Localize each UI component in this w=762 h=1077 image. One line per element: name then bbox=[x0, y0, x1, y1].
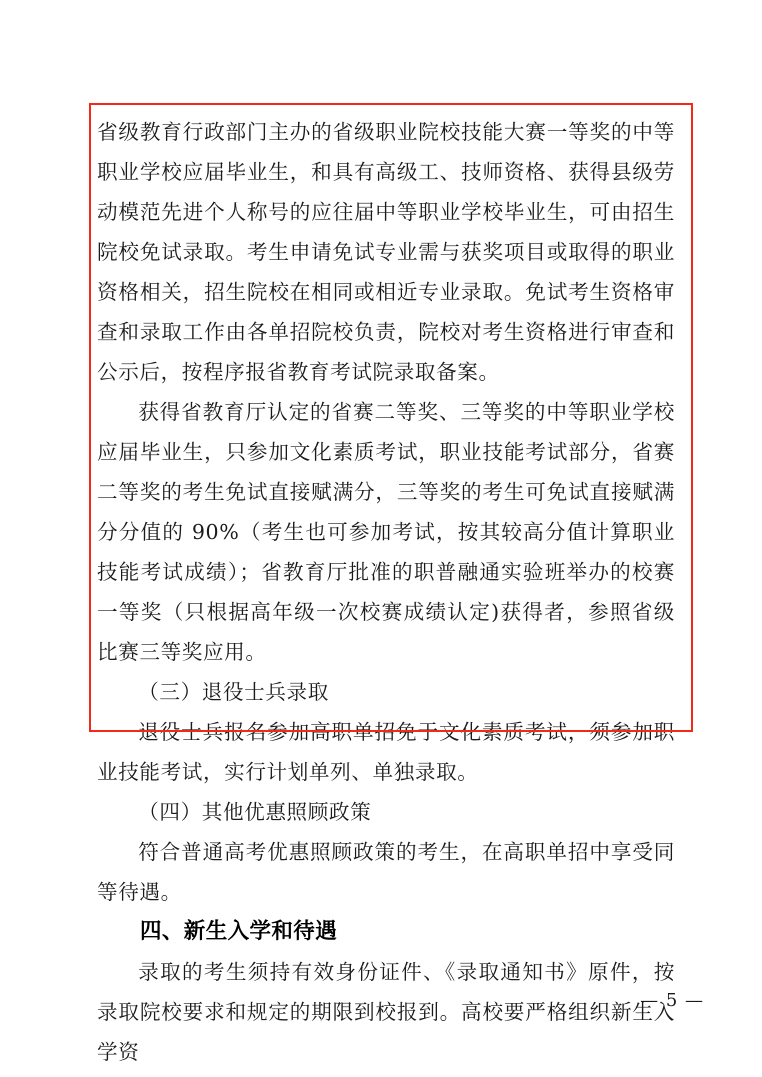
page-number: — 5 — bbox=[640, 990, 704, 1011]
subheading-three-veterans: （三）退役士兵录取 bbox=[138, 680, 329, 704]
paragraph-enrollment-reporting: 录取的考生须持有效身份证件、《录取通知书》原件，按录取院校要求和规定的期限到校报到。高校要严格组织新生入学资 bbox=[97, 960, 675, 1064]
document-body-text bbox=[97, 112, 675, 1072]
paragraph-veterans: 退役士兵报名参加高职单招免于文化素质考试，须参加职业技能考试，实行计划单列、单独录取。 bbox=[97, 720, 675, 784]
paragraph-second-third-prize: 获得省教育厅认定的省赛二等奖、三等奖的中等职业学校应届毕业生，只参加文化素质考试，职业技能考试部分，省赛二等奖的考生免试直接赋满分，三等奖的考生可免试直接赋满分分值的 90%（考生也可参加考试，按其较高分值计算职业技能考试成绩）；省教育厅批准的职普融通实验班举办的校赛一等奖（只根据高年级一次校赛成绩认定)获得者，参照省级比赛三等奖应用。 bbox=[97, 400, 675, 664]
paragraph-exemption-admission: 省级教育行政部门主办的省级职业院校技能大赛一等奖的中等职业学校应届毕业生，和具有高级工、技师资格、获得县级劳动模范先进个人称号的应往届中等职业学校毕业生，可由招生院校免试录取。考生申请免试专业需与获奖项目或取得的职业资格相关，招生院校在相同或相近专业录取。免试考生资格审查和录取工作由各单招院校负责，院校对考生资格进行审查和公示后，按程序报省教育考试院录取备案。 bbox=[97, 120, 675, 384]
section-heading-new-student-enrollment: 四、新生入学和待遇 bbox=[140, 919, 338, 944]
subheading-four-other-policies: （四）其他优惠照顾政策 bbox=[138, 800, 372, 824]
paragraph-other-policies: 符合普通高考优惠照顾政策的考生，在高职单招中享受同等待遇。 bbox=[97, 840, 675, 904]
